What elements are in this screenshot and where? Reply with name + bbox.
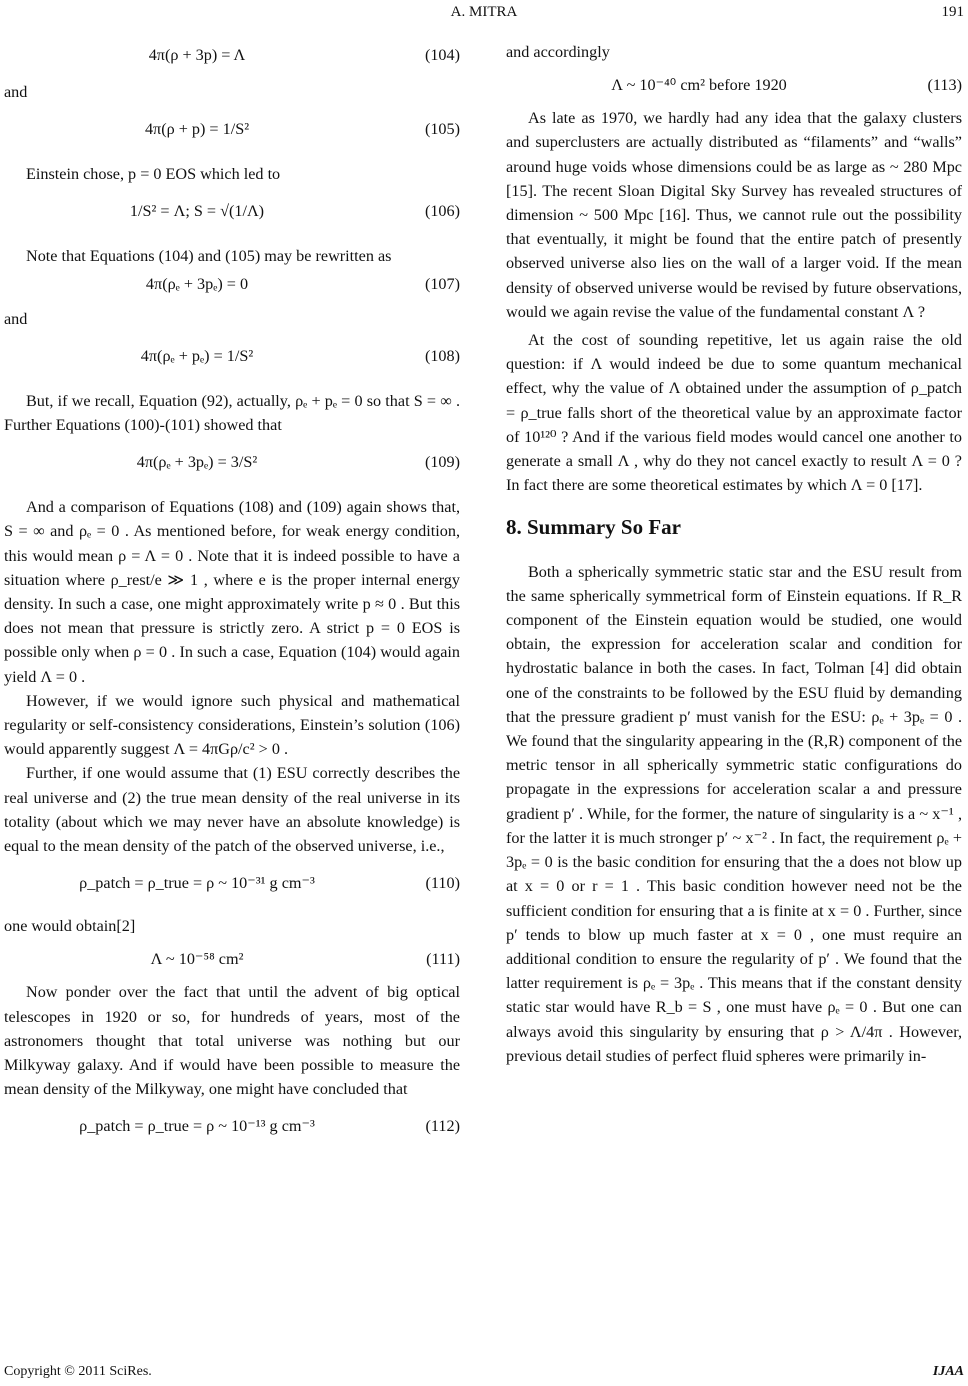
paragraph: and accordingly [506, 43, 610, 61]
equation-112 [4, 1101, 460, 1151]
footer-journal: IJAA [932, 1364, 964, 1379]
paragraph: But, if we recall, Equation (92), actually, ρₑ + pₑ = 0 so that S = ∞ . Further Equations (100)-(101) showed that [4, 391, 460, 435]
equation-number: (112) [425, 1117, 460, 1136]
paragraph: Both a spherically symmetric static star and the ESU result from the same spherically symmetrical form of Einstein equations. If R_R component of the Einstein equation would be studied, one would obtain, the expression for acceleration scalar and condition for hydrostatic balance in both the cases. In fact, Tolman [4] did obtain one of the constraints to be followed by the ESU fluid by demanding that the pressure gradient p′ must vanish for the ESU: ρₑ + 3pₑ = 0 . We found that the singularity appearing in the (R,R) component of the metric tensor in all spherically symmetric static configurations do propagate in the expressions for acceleration scalar a and pressure gradient p′ . While, for the former, the nature of singularity is a ~ x⁻¹ , for the latter it is much stronger p′ ~ x⁻² . In fact, the requirement ρₑ + 3pₑ = 0 is the basic condition for ensuring that the a does not blow up at x = 0 or r = 1 . This basic condition however need not be the sufficient condition for ensuring that a is finite at x = 0 . Further, since p′ tends to blow up much faster at x = 0 , one must require an additional condition to ensure the regularity of p′ . We found that the latter requirement is ρₑ = 3pₑ . This means that if the constant density static star would have R_b = S , one must have ρₑ = 0 . But one can always avoid this singularity by ensuring that ρ > Λ/4π . However, previous detail studies of perfect fluid spheres were primarily in- [506, 562, 962, 1065]
equation-expr: 1/S² = Λ; S = √(1/Λ) [129, 202, 265, 221]
paragraph: Note that Equations (104) and (105) may be rewritten as [26, 247, 392, 266]
equation-113 [506, 70, 962, 100]
paragraph: one would obtain[2] [4, 917, 136, 936]
paragraph: However, if we would ignore such physical and mathematical regularity or self-consistency considerations, Einstein’s solution (106) would apparently suggest Λ = 4πGρ/c² > 0 . [4, 691, 460, 759]
paragraph: At the cost of sounding repetitive, let us again raise the old question: if Λ would indeed be due to some quantum mechanical effect, why the value of Λ obtained under the assumption of ρ_patch = ρ_true falls short of the theoretical value by an approximate factor of 10¹²⁰ ? And if the various field modes would cancel one another to generate a small Λ , why do they not cancel exactly to result Λ = 0 ? In fact there are some theoretical estimates by which Λ = 0 [17]. [506, 331, 962, 495]
equation-110 [4, 858, 460, 908]
equation-number: (105) [424, 120, 460, 139]
equation-number: (113) [927, 76, 962, 95]
equation-106 [4, 186, 460, 236]
paragraph: Further, if one would assume that (1) ESU correctly describes the real universe and (2) the true mean density of the real universe in its totality (about which we may never have an absolute knowledge) is equal to the mean density of the patch of the observed universe, i.e., [4, 764, 460, 856]
running-header-author: A. MITRA [450, 4, 518, 20]
equation-105 [4, 104, 460, 154]
paragraph: As late as 1970, we hardly had any idea that the galaxy clusters and superclusters are actually distributed as “filaments” and “walls” around huge voids whose dimensions could be as large as ~ 280 Mpc [15]. The recent Sloan Digital Sky Survey has revealed structures of dimension ~ 500 Mpc [16]. Thus, we cannot rule out the possibility that eventually, it might be found that the entire patch of presently observed universe also lies on the wall of a larger void. If the mean density of observed universe would be revised by future observations, would we again revise the value of the fundamental constant Λ ? [506, 109, 962, 321]
equation-109 [4, 437, 460, 487]
section-heading: 8. Summary So Far [506, 515, 681, 540]
paragraph: and [4, 309, 28, 328]
equation-111 [4, 944, 460, 974]
equation-expr: Λ ~ 10⁻⁴⁰ cm² before 1920 [611, 76, 787, 95]
equation-expr: ρ_patch = ρ_true = ρ ~ 10⁻³¹ g cm⁻³ [79, 874, 315, 893]
right-column [506, 40, 962, 1068]
paragraph: Now ponder over the fact that until the advent of big optical telescopes in 1920 or so, for hundreds of years, most of the astronomers thought that total universe was nothing but our Milkyway galaxy. And if would have been possible to measure the mean density of the Milkyway, one might have concluded that [4, 983, 460, 1099]
equation-expr: Λ ~ 10⁻⁵⁸ cm² [150, 950, 244, 969]
equation-expr: 4π(ρₑ + pₑ) = 1/S² [140, 346, 254, 365]
footer-copyright: Copyright © 2011 SciRes. [4, 1364, 152, 1379]
equation-number: (107) [424, 274, 460, 293]
equation-expr: 4π(ρₑ + 3pₑ) = 0 [145, 274, 249, 293]
equation-expr: 4π(ρ + 3p) = Λ [148, 46, 246, 64]
equation-expr: ρ_patch = ρ_true = ρ ~ 10⁻¹³ g cm⁻³ [79, 1117, 315, 1136]
paragraph: and [4, 83, 28, 101]
equation-number: (106) [424, 202, 460, 221]
equation-number: (109) [424, 453, 460, 472]
left-column [4, 40, 460, 1151]
equation-number: (108) [424, 346, 460, 365]
equation-expr: 4π(ρₑ + 3pₑ) = 3/S² [136, 453, 258, 472]
equation-number: (104) [424, 46, 460, 64]
paragraph: And a comparison of Equations (108) and (109) again shows that, S = ∞ and ρₑ = 0 . As mentioned before, for weak energy condition, this would mean ρ = Λ = 0 . Note that it is indeed possible to have a situation where ρ_rest/e ≫ 1 , where e is the proper internal energy density. In such a case, one might approximately write p ≈ 0 . But this does not mean that pressure is strictly zero. A strict p = 0 EOS is possible only when ρ = 0 . In such a case, Equation (104) would again yield Λ = 0 . [4, 498, 460, 686]
equation-104 [4, 40, 460, 70]
equation-number: (110) [425, 874, 460, 893]
equation-107 [4, 269, 460, 299]
paragraph: Einstein chose, p = 0 EOS which led to [26, 165, 281, 184]
equation-expr: 4π(ρ + p) = 1/S² [144, 120, 250, 139]
page-number: 191 [941, 4, 964, 20]
equation-108 [4, 331, 460, 381]
equation-number: (111) [426, 950, 460, 969]
